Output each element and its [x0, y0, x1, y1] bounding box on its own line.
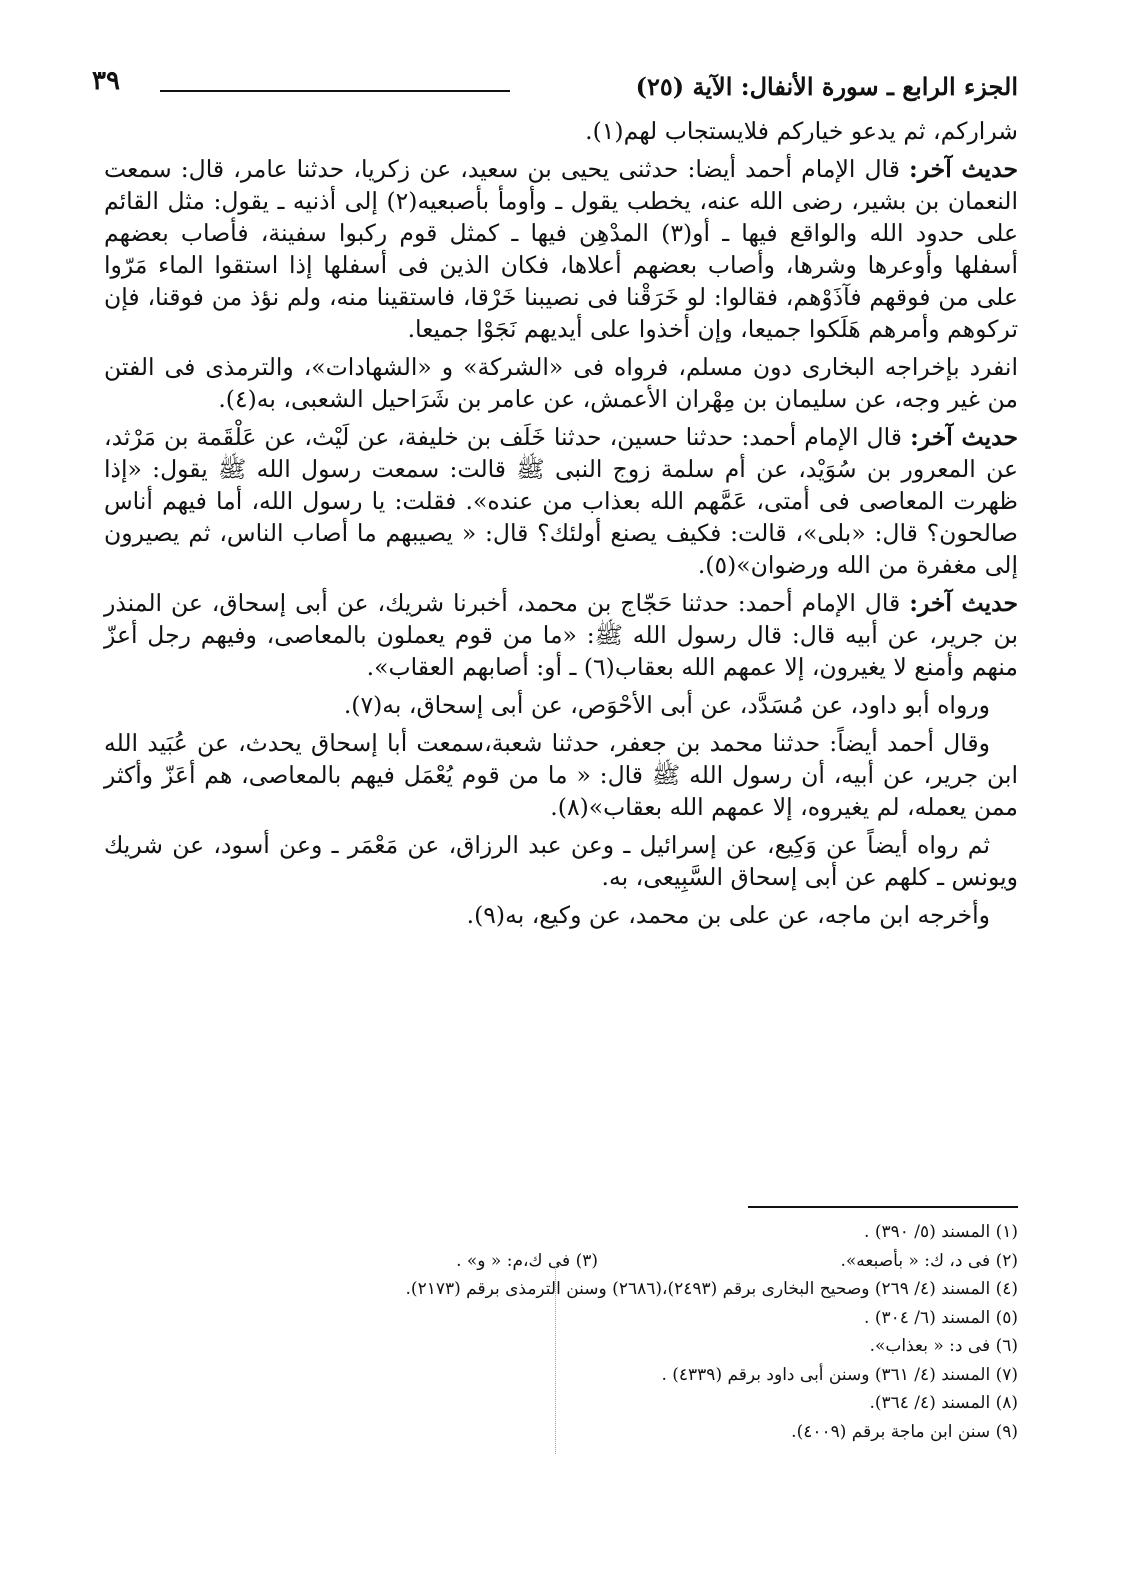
- footnote: (٦) فى د: « بعذاب».: [869, 1336, 1018, 1356]
- footnote: (١) المسند (٥/ ٣٩٠) .: [864, 1222, 1018, 1242]
- hadith-heading: حديث آخر:: [909, 155, 1018, 183]
- paragraph-text: قال الإمام أحمد أيضا: حدثنى يحيى بن سعيد، عن زكريا، حدثنا عامر، قال: سمعت النعمان بن بشير، رضى الله عنه، يخطب يقول ـ وأومأ بأصبعيه(٢) إلى أذنيه ـ يقول: مثل القائم على حدود الله والواقع فيها ـ أو(٣) المدْهِن فيها ـ كمثل قوم ركبوا سفينة، فأصاب بعضهم أسفلها وأوعرها وشرها، وأصاب بعضهم أعلاها، فكان الذين فى أسفلها إذا استقوا الماء مَرّوا على من فوقهم فآذَوْهم، فقالوا: لو خَرَقْنا فى نصيبنا خَرْقا، فاستقينا منه، ولم نؤذ من فوقنا، فإن تركوهم وأمرهم هَلَكوا جميعا، وإن أخذوا على أيديهم نَجَوْا جميعا.: [104, 155, 1018, 343]
- footnote: (٢) فى د، ك: « بأصبعه».: [840, 1250, 1018, 1271]
- paragraph: [104, 351, 1018, 415]
- paragraph: [104, 727, 1018, 823]
- paragraph-text: وقال أحمد أيضاً: حدثنا محمد بن جعفر، حدثنا شعبة،سمعت أبا إسحاق يحدث، عن عُبَيد الله ابن جرير، عن أبيه، أن رسول الله ﷺ قال: « ما من قوم يُعْمَل فيهم بالمعاصى، هم أعَزّ وأكثر ممن يعمله، لم يغيروه، إلا عمهم الله بعقاب»(٨).: [104, 729, 1018, 821]
- paragraph: [104, 153, 1018, 345]
- paragraph-text: وأخرجه ابن ماجه، عن على بن محمد، عن وكيع، به(٩).: [466, 901, 990, 929]
- page-fold-mark: [555, 1266, 556, 1454]
- paragraph-text: ورواه أبو داود، عن مُسَدَّد، عن أبى الأحْوَص، عن أبى إسحاق، به(٧).: [343, 691, 990, 719]
- paragraph: [104, 421, 1018, 581]
- paragraph-text: قال الإمام أحمد: حدثنا حَجّاج بن محمد، أخبرنا شريك، عن أبى إسحاق، عن المنذر بن جرير، عن أبيه قال: قال رسول الله ﷺ: «ما من قوم يعملون بالمعاصى، وفيهم رجل أعزّ منهم وأمنع لا يغيرون، إلا عمهم الله بعقاب(٦) ـ أو: أصابهم العقاب».: [104, 589, 1018, 681]
- footnote: (٧) المسند (٤/ ٣٦١) وسنن أبى داود برقم (٤٣٣٩) .: [661, 1364, 1018, 1385]
- footnotes: [104, 1218, 1018, 1446]
- page-number: ٣٩: [92, 66, 120, 96]
- footnote-separator: [748, 1206, 1018, 1208]
- running-header: [92, 66, 1018, 108]
- paragraph-text: شراركم، ثم يدعو خياركم فلايستجاب لهم(١).: [585, 117, 1018, 145]
- footnote: (٥) المسند (٦/ ٣٠٤) .: [864, 1307, 1018, 1328]
- hadith-heading: حديث آخر:: [910, 423, 1018, 451]
- footnote: (٣) فى ك،م: « و» .: [456, 1250, 598, 1271]
- footnote-row: [104, 1247, 1018, 1276]
- paragraph: [104, 689, 1018, 721]
- footnote: (٤) المسند (٤/ ٢٦٩) وصحيح البخارى برقم (٢٤٩٣)،(٢٦٨٦) وسنن الترمذى برقم (٢١٧٣).: [405, 1279, 1018, 1299]
- footnote: (٨) المسند (٤/ ٣٦٤).: [869, 1393, 1018, 1413]
- main-text: [104, 115, 1018, 937]
- paragraph-text: ثم رواه أيضاً عن وَكِيع، عن إسرائيل ـ وعن عبد الرزاق، عن مَعْمَر ـ وعن أسود، عن شريك ويونس ـ كلهم عن أبى إسحاق السَّبِيعى، به.: [104, 831, 1018, 891]
- paragraph: [104, 115, 1018, 147]
- header-rule: [160, 90, 510, 92]
- paragraph: [104, 829, 1018, 893]
- footnote: (٩) سنن ابن ماجة برقم (٤٠٠٩).: [791, 1421, 1018, 1442]
- paragraph: [104, 899, 1018, 931]
- paragraph-text: قال الإمام أحمد: حدثنا حسين، حدثنا خَلَف بن خليفة، عن لَيْث، عن عَلْقَمة بن مَرْثد، عن المعرور بن سُوَيْد، عن أم سلمة زوج النبى ﷺ قالت: سمعت رسول الله ﷺ يقول: «إذا ظهرت المعاصى فى أمتى، عَمَّهم الله بعذاب من عنده». فقلت: يا رسول الله، أما فيهم أناس صالحون؟ قال: «بلى»، قالت: فكيف يصنع أولئك؟ قال: « يصيبهم ما أصاب الناس، ثم يصيرون إلى مغفرة من الله ورضوان»(٥).: [104, 423, 1018, 579]
- paragraph: [104, 587, 1018, 683]
- header-title: الجزء الرابع ـ سورة الأنفال: الآية (٢٥): [635, 72, 1018, 101]
- paragraph-text: انفرد بإخراجه البخارى دون مسلم، فرواه فى «الشركة» و «الشهادات»، والترمذى فى الفتن من غير وجه، عن سليمان بن مِهْران الأعمش، عن عامر بن شَرَاحيل الشعبى، به(٤).: [104, 353, 1018, 413]
- hadith-heading: حديث آخر:: [909, 589, 1018, 617]
